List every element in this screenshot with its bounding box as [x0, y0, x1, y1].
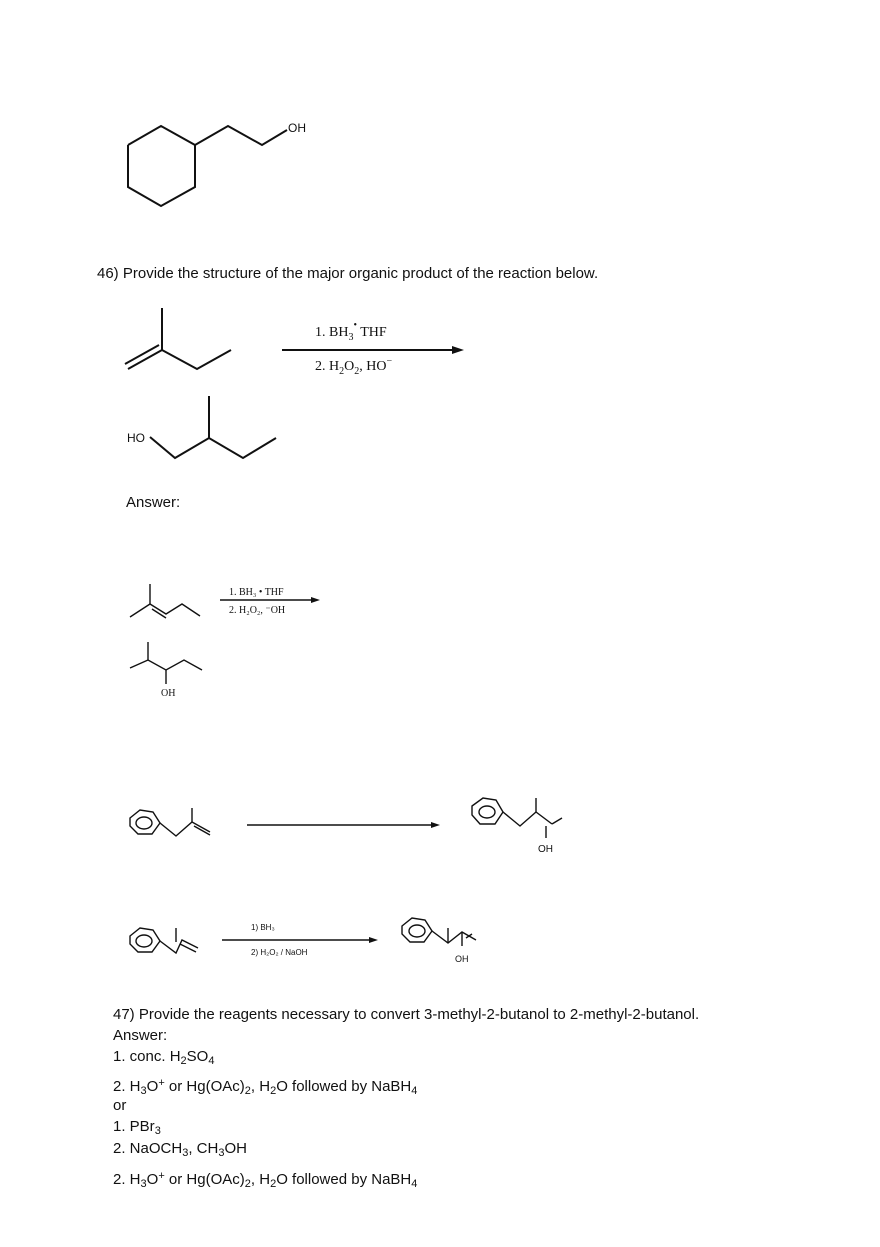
- answer-line-3: 1. PBr$_3$: [113, 1118, 161, 1137]
- svg-text:OH: OH: [455, 954, 469, 964]
- or-label: or: [113, 1097, 127, 1114]
- answer-line-5: 2. $H_3O^+$ or $Hg(OAc)_2$, $H_2O$ followed by NaBH$_4$: [113, 1170, 418, 1190]
- answer-label-46: Answer:: [126, 494, 181, 511]
- svg-text:OH: OH: [161, 688, 176, 699]
- answer-line-2: 2. $H_3O^+$ or $Hg(OAc)_2$, $H_2O$ followed by NaBH$_4$: [113, 1077, 418, 1097]
- answer-line-4: 2. NaOCH$_3$, $CH_3OH$: [113, 1140, 247, 1159]
- svg-text:2. H₂O₂, ⁻OH: 2. H₂O₂, ⁻OH: [229, 605, 286, 616]
- answer-line-1: 1. conc. $H_2SO_4$: [113, 1048, 215, 1067]
- svg-text:2. H2O2, HO−: 2. $H_2O_2$, HO−: [315, 356, 393, 377]
- svg-text:OH: OH: [538, 844, 553, 855]
- question-46-text: 46) Provide the structure of the major organic product of the reaction below.: [97, 265, 599, 282]
- svg-text:1) BH₃: 1) BH₃: [251, 923, 275, 932]
- oh-label: OH: [288, 121, 306, 135]
- svg-text:1. BH₃ • THF: 1. BH₃ • THF: [229, 587, 284, 598]
- answer-label-47: Answer:: [113, 1027, 168, 1044]
- ho-label: HO: [127, 431, 145, 445]
- question-47-text: 47) Provide the reagents necessary to convert 3-methyl-2-butanol to 2-methyl-2-butanol.: [113, 1006, 700, 1023]
- svg-text:1. BH3• THF: 1. $BH_3^•$ THF: [315, 320, 387, 343]
- svg-text:2) H₂O₂ / NaOH: 2) H₂O₂ / NaOH: [251, 948, 308, 957]
